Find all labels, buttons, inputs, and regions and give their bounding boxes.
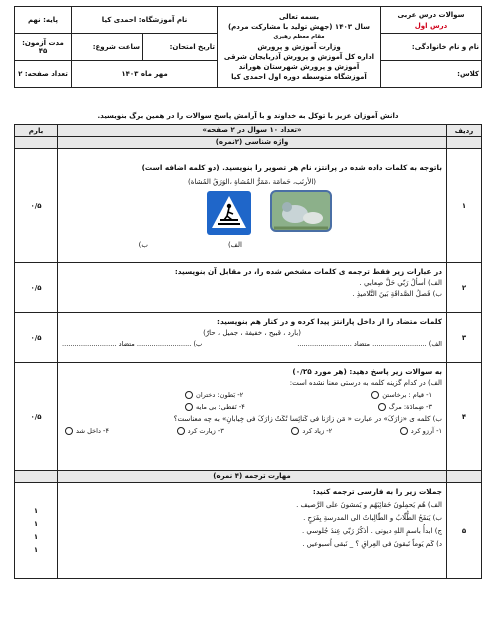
q4b-option-1[interactable]: [397, 427, 442, 435]
year-line: سال ۱۴۰۳ (جهش تولید با مشارکت مردم): [227, 23, 371, 31]
q1-body: [58, 149, 447, 263]
q4a-option-2-label: ۲- بَطون: دختران: [196, 391, 244, 399]
radio-circle-icon: [371, 391, 379, 399]
section-vocabulary-score: [15, 137, 58, 149]
pigeon-picture: [270, 190, 332, 238]
section-vocabulary-title: واژه شناسی (۲نمره): [58, 137, 447, 149]
q4-part-b: ب) کلمه ی «زارَکَ» در عبارت « مَن زارَنا فی کَنائِسا تُکَتٌ زارَکَ فی خِیابانِ» به چه معناست؟: [173, 415, 442, 423]
q4b-option-4[interactable]: [62, 427, 109, 435]
duration-label: مدت آزمون: ۴۵: [15, 34, 72, 61]
q5-number: ۵: [447, 483, 482, 579]
q4-options-a-row2: [182, 403, 432, 411]
q5-text: جملات زیر را به فارسی ترجمه کنید:: [312, 487, 442, 496]
q4b-option-3-label: ۳- زیارت کرد: [187, 427, 224, 435]
q5-line-a: الف) هُم یَحمِلونَ حَقائِبَهُم و یَمشونَ علی الرَّصیف .: [296, 501, 442, 509]
q1-images: [62, 190, 332, 238]
score-header: بارم: [15, 125, 58, 137]
q4-body: [58, 363, 447, 471]
school-name-label: نام آموزشگاه: احمدی کیا: [72, 7, 218, 34]
province-line: اداره کل آموزش و پرورش آذربایجان شرقی: [223, 53, 375, 61]
school-line: آموزشگاه متوسطه دوره اول احمدی کیا: [231, 73, 367, 81]
q4-options-a-row1: [182, 391, 432, 399]
student-name-label: نام و نام خانوادگی:: [381, 34, 482, 61]
q4a-option-4[interactable]: [182, 403, 245, 411]
q3-body: [58, 313, 447, 363]
radio-circle-icon: [177, 427, 185, 435]
q4b-option-2[interactable]: [288, 427, 332, 435]
q3-answer-a: الف) .......................... متضاد ..........................: [297, 340, 442, 348]
q1-answer-a: الف): [227, 241, 242, 249]
q4a-option-1-label: ۱- قیام : برخاستن: [382, 391, 432, 399]
q2-body: [58, 263, 447, 313]
q4b-option-2-label: ۲- زیاد کرد: [302, 427, 333, 435]
q5-body: [58, 483, 447, 579]
q2-text: در عبارات زیر فقط ترجمه ی کلمات مشخص شده را، در مقابل آن بنویسید:: [174, 267, 442, 276]
start-time-label: ساعت شروع:: [72, 34, 143, 61]
q4b-option-3[interactable]: [174, 427, 224, 435]
q4-score: ۰/۵: [15, 363, 58, 471]
q3-answer-b: ب) .......................... متضاد ..........................: [62, 340, 203, 348]
q4a-option-2[interactable]: [182, 391, 243, 399]
title-cell: [381, 7, 482, 34]
section-translation-title: مهارت ترجمه (۴ نمره): [58, 471, 447, 483]
q5-score-d: ۱: [33, 545, 39, 554]
q4-text: به سوالات زیر پاسخ دهید: (هر مورد ۰/۲۵): [292, 367, 442, 376]
q4b-option-1-label: ۱- آرزو کرد: [410, 427, 442, 435]
section-translation-score: [15, 471, 58, 483]
q3-score: ۰/۵: [15, 313, 58, 363]
q5-score-c: ۱: [33, 532, 39, 541]
q5-line-c: ج) ابدأُ باسمِ اللهِ دیونی . أذکُرُ رَبّي عِندَ جُلوسي .: [301, 527, 442, 535]
q1-score: ۰/۵: [15, 149, 58, 263]
q1-answers: [62, 241, 242, 249]
radio-circle-icon: [400, 427, 408, 435]
exam-header: [14, 6, 482, 88]
exam-title: سوالات درس عربی: [397, 10, 465, 19]
q4a-option-1[interactable]: [368, 391, 432, 399]
leader-line: مقام معظم رهبری: [273, 34, 325, 40]
radio-circle-icon: [185, 391, 193, 399]
city-line: آموزش و پرورش شهرستان هوراند: [238, 63, 360, 71]
q5-score-b: ۱: [33, 519, 39, 528]
q2-sentence-b: ب) فَصلُ الصَّداقَةِ بَينَ التَّلاميذِ .: [352, 290, 442, 298]
q1-answer-b: ب): [138, 241, 148, 249]
ministry-line: وزارت آموزش و پرورش: [257, 43, 341, 51]
q3-number: ۳: [447, 313, 482, 363]
q5-line-b: ب) یَنفَحُ الطُّلّابُ و الطّالِباتُ الی المدرسةِ بِفَرَحٍ .: [303, 514, 442, 522]
exam-date-value: مهر ماه ۱۴۰۳: [72, 61, 218, 88]
grade-label: پایه: نهم: [15, 7, 72, 34]
q4a-option-3-label: ۳- ضِمادَة: مرگ: [388, 403, 432, 411]
q1-text: باتوجه به کلمات داده شده در پرانتز، نام هر تصویر را بنویسید. (دو کلمه اضافه است): [141, 163, 442, 172]
radio-circle-icon: [291, 427, 299, 435]
q5-scores: [15, 483, 58, 579]
q1-words: (الأرنَب، حَمامَة ،مَمَرُّ المُشاةِ ،الوَرَقُ المُشاة): [187, 178, 317, 186]
section-translation: [447, 471, 482, 483]
questions-table: [14, 124, 482, 579]
q2-number: ۲: [447, 263, 482, 313]
q2-score: ۰/۵: [15, 263, 58, 313]
q2-sentence-a: الف) أسألُ رَبّي حَلَّ صِعابي .: [359, 279, 442, 287]
class-label: کلاس:: [381, 61, 482, 88]
q4-options-b: [62, 427, 442, 435]
q1-number: ۱: [447, 149, 482, 263]
q5-line-d: د) کَم یَوماً تَبقونَ فی العِراقِ ؟ _ نَبقی اُسبوعیں .: [302, 540, 442, 548]
q4a-option-3[interactable]: [375, 403, 432, 411]
q3-text: کلمات متضاد را از داخل پارانتز پیدا کرده و در کنار هم بنویسید:: [217, 317, 442, 326]
bismillah: بسمه تعالی: [278, 13, 320, 21]
q3-answers: [62, 340, 442, 348]
q4-number: ۴: [447, 363, 482, 471]
header-center: [218, 7, 381, 88]
exam-date-label: تاریخ امتحان:: [143, 34, 218, 61]
q4a-option-4-label: ۴- نَفطی: بی مایه: [196, 403, 245, 411]
radio-circle-icon: [65, 427, 73, 435]
questions-count-header: «تعداد ۱۰ سوال در ۲ صفحه»: [58, 125, 447, 137]
q5-score-a: ۱: [33, 506, 39, 515]
radio-circle-icon: [185, 403, 193, 411]
q4-part-a: الف) در کدام گزینه کلمه به درستی معنا نشده است:: [289, 379, 442, 387]
exam-instructions: دانش آموزان عزیز با توکل به خداوند و با آرامش پاسخ سوالات را در همین برگ بنویسید.: [97, 112, 399, 120]
q3-words: (بارد ، قبیح ، خفیفة ، جمیل ، حارّ): [203, 329, 301, 337]
page-count-label: تعداد صفحه: ۲: [15, 61, 72, 88]
radio-circle-icon: [378, 403, 386, 411]
pedestrian-crossing-sign: [206, 190, 252, 238]
q4b-option-4-label: ۴- داخل شد: [76, 427, 109, 435]
section-vocabulary: [447, 137, 482, 149]
lesson-label: درس اول: [414, 21, 448, 30]
row-header: ردیف: [447, 125, 482, 137]
